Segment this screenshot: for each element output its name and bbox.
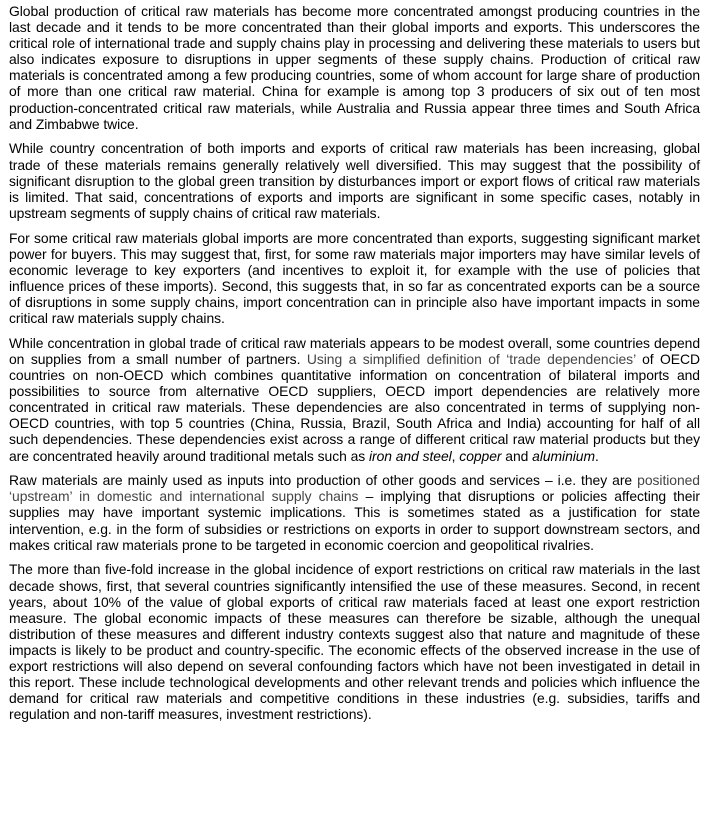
- paragraph-production-concentration: Global production of critical raw materials has become more concentrated amongst producing countries in the last decade and it tends to be more concentrated than their global imports and exports. This underscores the critical role of international trade and supply chains play in processing and delivering these materials to users but also indicates exposure to disruptions in upper segments of these supply chains. Production of critical raw materials is concentrated among a few producing countries, some of whom account for large share of production of more than one critical raw material. China for example is among top 3 producers of six out of ten most production-concentrated critical raw materials, while Australia and Russia appear three times and South Africa and Zimbabwe twice.: [9, 3, 700, 132]
- italic-term-copper: copper: [459, 447, 502, 464]
- italic-term-iron-steel: iron and steel: [368, 447, 452, 464]
- text-segment: Raw materials are mainly used as inputs into production of other goods and services – i.e. they are: [9, 472, 638, 489]
- text-segment: While concentration in global trade of critical raw materials appears to be modest overall, some countries depend on supplies from a small number of partners.: [9, 334, 700, 367]
- paragraph-trade-diversification: While country concentration of both imports and exports of critical raw materials has been increasing, global trade of these materials remains generally relatively well diversified. This may suggest that the possibility of significant disruption to the global green transition by disturbances import or export flows of critical raw materials is limited. That said, concentrations of exports and imports are significant in some specific cases, notably in upstream segments of supply chains of critical raw materials.: [9, 140, 700, 221]
- text-segment-highlight: positioned ‘upstream’ in domestic and international supply chains: [9, 472, 700, 505]
- italic-term-aluminium: aluminium: [532, 447, 595, 464]
- text-segment: – implying that disruptions or policies affecting their supplies may have important systemic implications. This is sometimes stated as a justification for state intervention, e.g. in the form of subsidies or restrictions on exports in order to support downstream sectors, and makes critical raw materials prone to be targeted in economic coercion and geopolitical rivalries.: [9, 488, 700, 553]
- paragraph-export-restrictions: The more than five-fold increase in the global incidence of export restrictions on critical raw materials in the last decade shows, first, that several countries significantly intensified the use of these measures. Second, in recent years, about 10% of the value of global exports of critical raw materials faced at least one export restriction measure. The global economic impacts of these measures can therefore be sizable, although the unequal distribution of these measures and different industry contexts suggest also that nature and magnitude of these impacts is likely to be product and country-specific. The economic effects of the observed increase in the use of export restrictions will also depend on several confounding factors which have not been investigated in detail in this report. These include technological developments and other relevant trends and policies which influence the demand for critical raw materials and competitive conditions in these industries (e.g. subsidies, tariffs and regulation and non-tariff measures, investment restrictions).: [9, 561, 700, 723]
- text-segment-highlight: Using a simplified definition of ‘trade dependencies’: [306, 350, 636, 367]
- paragraph-trade-dependencies: [9, 335, 700, 464]
- text-segment: .: [595, 447, 599, 464]
- text-segment: and: [501, 447, 533, 464]
- paragraph-import-concentration: For some critical raw materials global imports are more concentrated than exports, suggesting significant market power for buyers. This may suggest that, first, for some raw materials major importers may have similar levels of economic leverage to key exporters (and incentives to exploit it, for example with the use of policies that influence prices of these imports). Second, this suggests that, in so far as concentrated exports can be a source of disruptions in some supply chains, import concentration can in principle also have important impacts in some critical raw materials supply chains.: [9, 229, 700, 327]
- text-segment: ,: [451, 447, 460, 464]
- paragraph-upstream-position: [9, 472, 700, 552]
- text-segment: of OECD countries on non-OECD which combines quantitative information on concentration of bilateral imports and possibilities to source from alternative OECD suppliers, OECD import dependencies are relatively more concentrated in critical raw materials. These dependencies are also concentrated in terms of supplying non-OECD countries, with top 5 countries (China, Russia, Brazil, South Africa and India) accounting for half of all such dependencies. These dependencies exist across a range of different critical raw material products but they are concentrated heavily around traditional metals such as: [9, 350, 700, 464]
